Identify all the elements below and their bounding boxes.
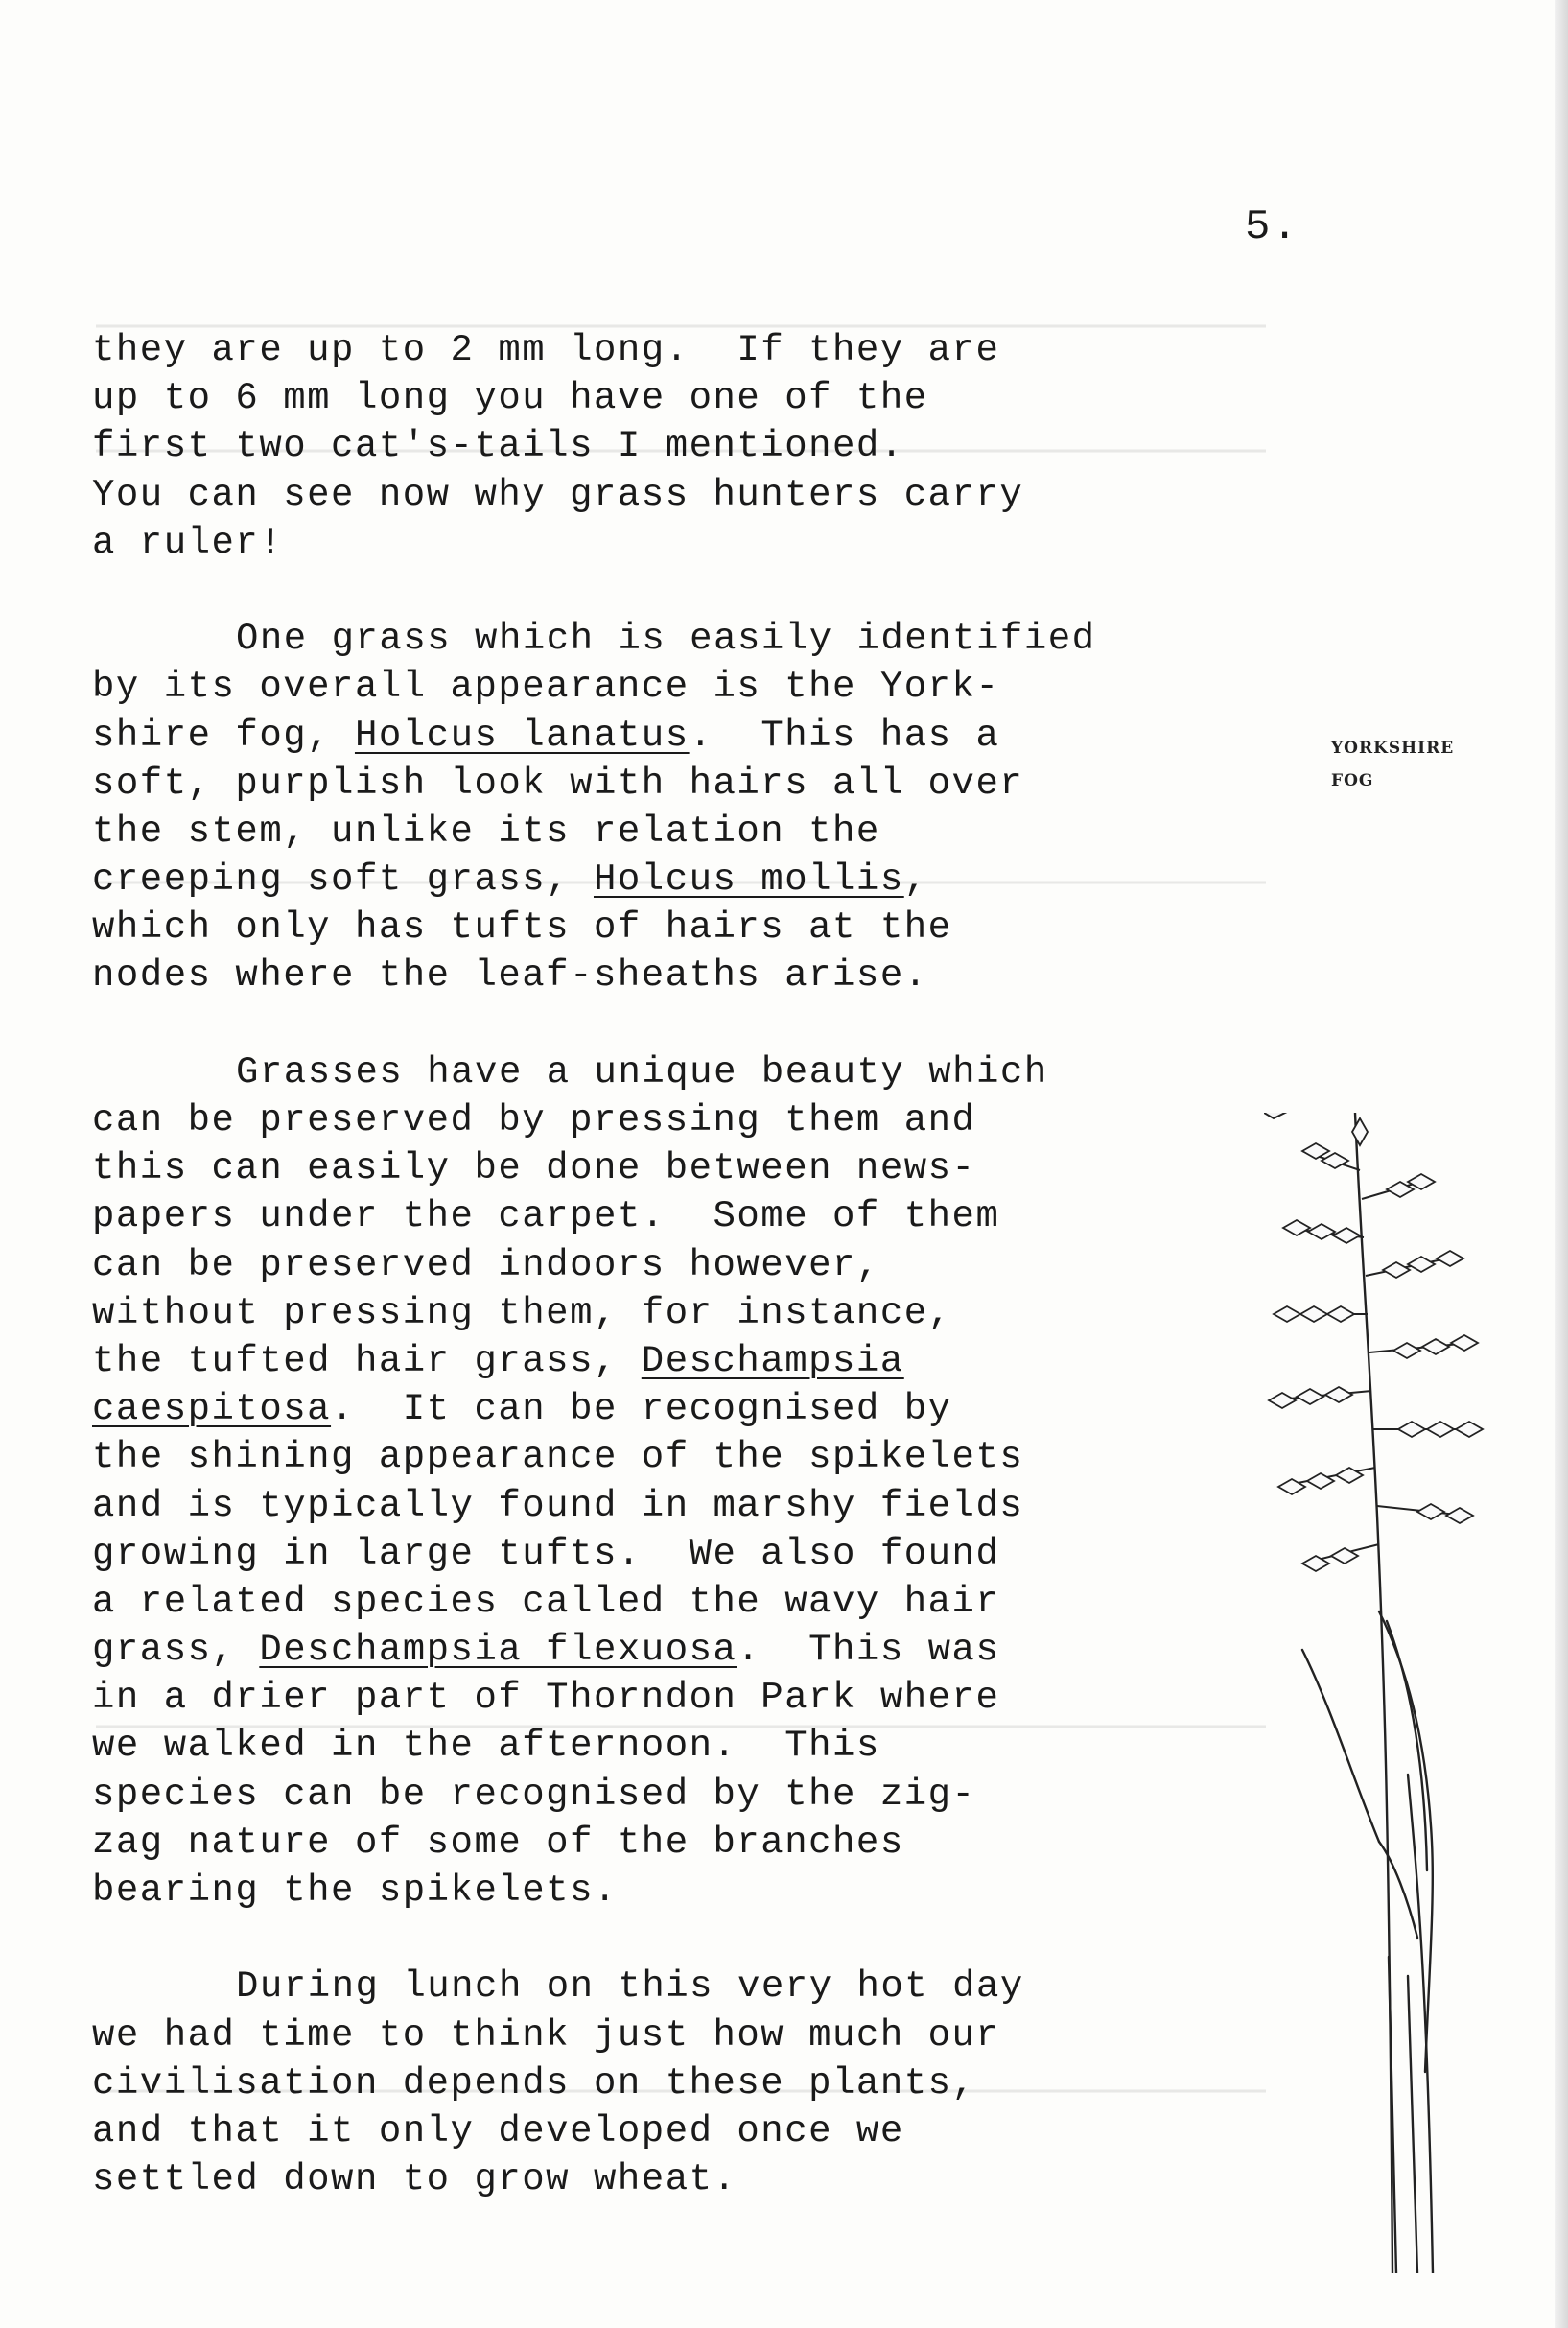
text-segment: they are up to 2 mm long. If they are — [92, 329, 1000, 371]
text-segment: can be preserved by pressing them and — [92, 1099, 976, 1141]
text-segment: we walked in the afternoon. This — [92, 1725, 880, 1768]
text-segment: which only has tufts of hairs at the — [92, 906, 952, 950]
text-segment: the stem, unlike its relation the — [92, 810, 880, 853]
text-segment: up to 6 mm long you have one of the — [92, 377, 928, 420]
text-line — [92, 326, 1291, 374]
text-segment: and is typically found in marshy fields — [92, 1484, 1024, 1527]
text-segment: the shining appearance of the spikelets — [92, 1436, 1024, 1479]
caption-line-2: FOG — [1331, 771, 1374, 790]
text-line — [92, 1530, 1291, 1578]
text-segment: grass, — [92, 1629, 260, 1672]
text-segment: , — [903, 858, 928, 902]
text-line — [92, 1626, 1291, 1674]
text-line — [92, 663, 1291, 711]
text-line — [92, 1048, 1291, 1096]
page-number: 5. — [1245, 203, 1299, 251]
text-segment: in a drier part of Thorndon Park where — [92, 1677, 1000, 1720]
text-line — [92, 1337, 1291, 1385]
text-segment: the tufted hair grass, — [92, 1339, 642, 1382]
text-line — [92, 1433, 1291, 1481]
text-line — [92, 1674, 1291, 1722]
text-line — [92, 1289, 1291, 1337]
paragraph — [92, 326, 1291, 567]
paragraph — [92, 1048, 1291, 1915]
paragraph — [92, 615, 1291, 1000]
text-segment: . It can be recognised by — [331, 1388, 952, 1431]
text-segment: by its overall appearance is the York- — [92, 666, 1000, 709]
text-line — [92, 952, 1291, 999]
text-line — [92, 856, 1291, 904]
text-segment: can be preserved indoors however, — [92, 1243, 880, 1286]
text-segment: shire fog, — [92, 714, 355, 757]
text-line — [92, 2059, 1291, 2107]
underlined-species-name: Deschampsia flexuosa — [259, 1629, 737, 1672]
text-segment: soft, purplish look with hairs all over — [92, 762, 1024, 805]
text-segment: You can see now why grass hunters carry — [92, 473, 1024, 516]
text-segment: One grass which is easily identified — [236, 618, 1096, 661]
text-segment: civilisation depends on these plants, — [92, 2061, 976, 2105]
text-line — [92, 1192, 1291, 1240]
text-segment: a related species called the wavy hair — [92, 1580, 1000, 1623]
text-line — [92, 2155, 1291, 2203]
paragraph — [92, 1963, 1291, 2203]
text-segment: and that it only developed once we — [92, 2109, 904, 2152]
caption-line-1: YORKSHIRE — [1331, 739, 1455, 758]
page-edge-shadow — [1555, 0, 1568, 2328]
underlined-species-name: Deschampsia — [641, 1339, 904, 1382]
text-segment: During lunch on this very hot day — [236, 1965, 1024, 2009]
text-segment: first two cat's-tails I mentioned. — [92, 425, 904, 468]
underlined-species-name: Holcus lanatus — [354, 714, 690, 757]
text-line — [92, 615, 1291, 663]
text-line — [92, 471, 1291, 519]
text-line — [92, 760, 1291, 808]
text-segment: . This was — [737, 1629, 1000, 1672]
text-segment: papers under the carpet. Some of them — [92, 1195, 1000, 1238]
underlined-species-name: Holcus mollis — [593, 858, 904, 902]
illustration-caption — [1331, 732, 1454, 797]
text-segment: bearing the spikelets. — [92, 1869, 618, 1912]
text-line — [92, 1241, 1291, 1289]
text-line — [92, 1867, 1291, 1915]
text-line — [92, 1578, 1291, 1626]
grass-plant-drawing-icon — [1264, 1113, 1494, 2273]
text-line — [92, 904, 1291, 952]
text-segment: this can easily be done between news- — [92, 1147, 976, 1190]
body-text — [92, 326, 1291, 2203]
text-line — [92, 1771, 1291, 1819]
text-segment: settled down to grow wheat. — [92, 2158, 737, 2201]
text-segment: zag nature of some of the branches — [92, 1821, 904, 1864]
text-segment: a ruler! — [92, 521, 284, 564]
text-line — [92, 1096, 1291, 1144]
text-line — [92, 712, 1291, 760]
text-line — [92, 2107, 1291, 2155]
text-segment: we had time to think just how much our — [92, 2013, 1000, 2057]
text-segment: Grasses have a unique beauty which — [236, 1050, 1048, 1093]
text-line — [92, 1385, 1291, 1433]
text-segment: without pressing them, for instance, — [92, 1291, 952, 1334]
text-line — [92, 1819, 1291, 1867]
text-line — [92, 1963, 1291, 2011]
text-segment: creeping soft grass, — [92, 858, 594, 902]
text-segment: . This has a — [689, 714, 1000, 757]
text-segment: species can be recognised by the zig- — [92, 1773, 976, 1816]
underlined-species-name: caespitosa — [92, 1388, 332, 1431]
text-line — [92, 1482, 1291, 1530]
text-line — [92, 519, 1291, 567]
text-line — [92, 2011, 1291, 2059]
text-segment: nodes where the leaf-sheaths arise. — [92, 954, 928, 998]
text-line — [92, 374, 1291, 422]
text-segment: growing in large tufts. We also found — [92, 1532, 1000, 1575]
text-line — [92, 1144, 1291, 1192]
text-line — [92, 422, 1291, 470]
text-line — [92, 1722, 1291, 1770]
text-line — [92, 808, 1291, 856]
